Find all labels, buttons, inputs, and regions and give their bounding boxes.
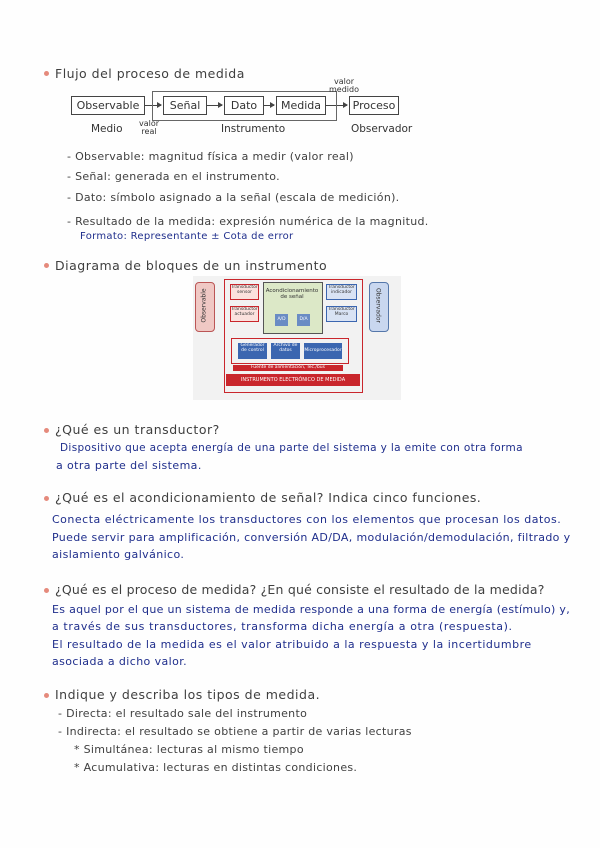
list-item: - Señal: generada en el instrumento. — [67, 170, 280, 183]
diagram-observer-label: Observador — [374, 288, 382, 323]
diagram-transducer-sensor: Transductor sensor — [230, 284, 259, 300]
answer-line: Es aquel por el que un sistema de medida responde a una forma de energía (estímulo) y, — [52, 603, 571, 616]
list-item-sub: * Simultánea: lecturas al mismo tiempo — [74, 743, 304, 756]
diagram-transducer-indicator: Transductor indicador — [326, 284, 357, 300]
flow-box-senal: Señal — [163, 96, 207, 115]
flow-box-proceso: Proceso — [349, 96, 399, 115]
diagram-control-generator: Generador de control — [238, 343, 267, 359]
list-item: - Dato: símbolo asignado a la señal (escala de medición). — [67, 191, 400, 204]
valor-real-label: valor real — [138, 119, 160, 136]
section-title-flujo: Flujo del proceso de medida — [55, 66, 245, 81]
flow-box-dato: Dato — [224, 96, 264, 115]
diagram-da-block: D/A — [297, 314, 310, 326]
answer-line: asociada a dicho valor. — [52, 655, 188, 668]
bullet-dot — [44, 71, 49, 76]
diagram-data-file: Archivo de datos — [271, 343, 300, 359]
question-proceso-medida: ¿Qué es el proceso de medida? ¿En qué consiste el resultado de la medida? — [55, 582, 545, 597]
group-label-observador: Observador — [351, 123, 413, 135]
section-title-diagrama: Diagrama de bloques de un instrumento — [55, 258, 328, 273]
bullet-dot — [44, 693, 49, 698]
diagram-microprocessor: Microprocesador — [304, 343, 342, 359]
list-item: - Directa: el resultado sale del instrumento — [58, 707, 308, 720]
list-item: - Indirecta: el resultado se obtiene a partir de varias lecturas — [58, 725, 412, 738]
question-acondicionamiento: ¿Qué es el acondicionamiento de señal? Indica cinco funciones. — [55, 490, 482, 505]
flow-box-medida: Medida — [276, 96, 326, 115]
list-item-format: Formato: Representante ± Cota de error — [80, 231, 294, 242]
answer-line: a través de sus transductores, transforma dicha energía a otra (respuesta). — [52, 620, 513, 633]
question-transductor: ¿Qué es un transductor? — [55, 422, 220, 437]
diagram-transducer-actuator: Transductor actuador — [230, 306, 259, 322]
bullet-dot — [44, 428, 49, 433]
bullet-dot — [44, 496, 49, 501]
diagram-ad-block: A/D — [275, 314, 288, 326]
answer-line: a otra parte del sistema. — [56, 459, 202, 472]
flow-box-observable: Observable — [71, 96, 145, 115]
list-item-sub: * Acumulativa: lecturas en distintas condiciones. — [74, 761, 358, 774]
diagram-signal-conditioning-label: Acondicionamiento de señal — [265, 288, 319, 300]
group-label-medio: Medio — [91, 123, 123, 135]
group-label-instrumento: Instrumento — [221, 123, 286, 135]
answer-line: Conecta eléctricamente los transductores con los elementos que procesan los datos. — [52, 513, 562, 526]
answer-line: Dispositivo que acepta energía de una parte del sistema y la emite con otra forma — [60, 442, 523, 454]
diagram-observable-label: Observable — [200, 288, 208, 323]
answer-line: El resultado de la medida es el valor atribuido a la respuesta y la incertidumbre — [52, 638, 532, 651]
valor-medido-label: valor medido — [329, 77, 359, 94]
answer-line: Puede servir para amplificación, conversión AD/DA, modulación/demodulación, filtrado y — [52, 531, 571, 544]
instrument-bracket — [152, 91, 337, 121]
diagram-bus-frame — [231, 338, 349, 364]
bullet-dot — [44, 263, 49, 268]
section-title-tipos: Indique y describa los tipos de medida. — [55, 687, 321, 702]
diagram-power-bus: Fuente de alimentación, Tec./bus — [233, 365, 343, 371]
list-item: - Observable: magnitud física a medir (valor real) — [67, 150, 354, 163]
diagram-transducer-marco: Transductor Marco — [326, 306, 357, 322]
diagram-footer-bar: INSTRUMENTO ELECTRÓNICO DE MEDIDA — [226, 374, 360, 386]
list-item: - Resultado de la medida: expresión numérica de la magnitud. — [67, 215, 429, 228]
instrument-block-diagram — [193, 276, 401, 400]
bullet-dot — [44, 588, 49, 593]
answer-line: aislamiento galvánico. — [52, 548, 185, 561]
